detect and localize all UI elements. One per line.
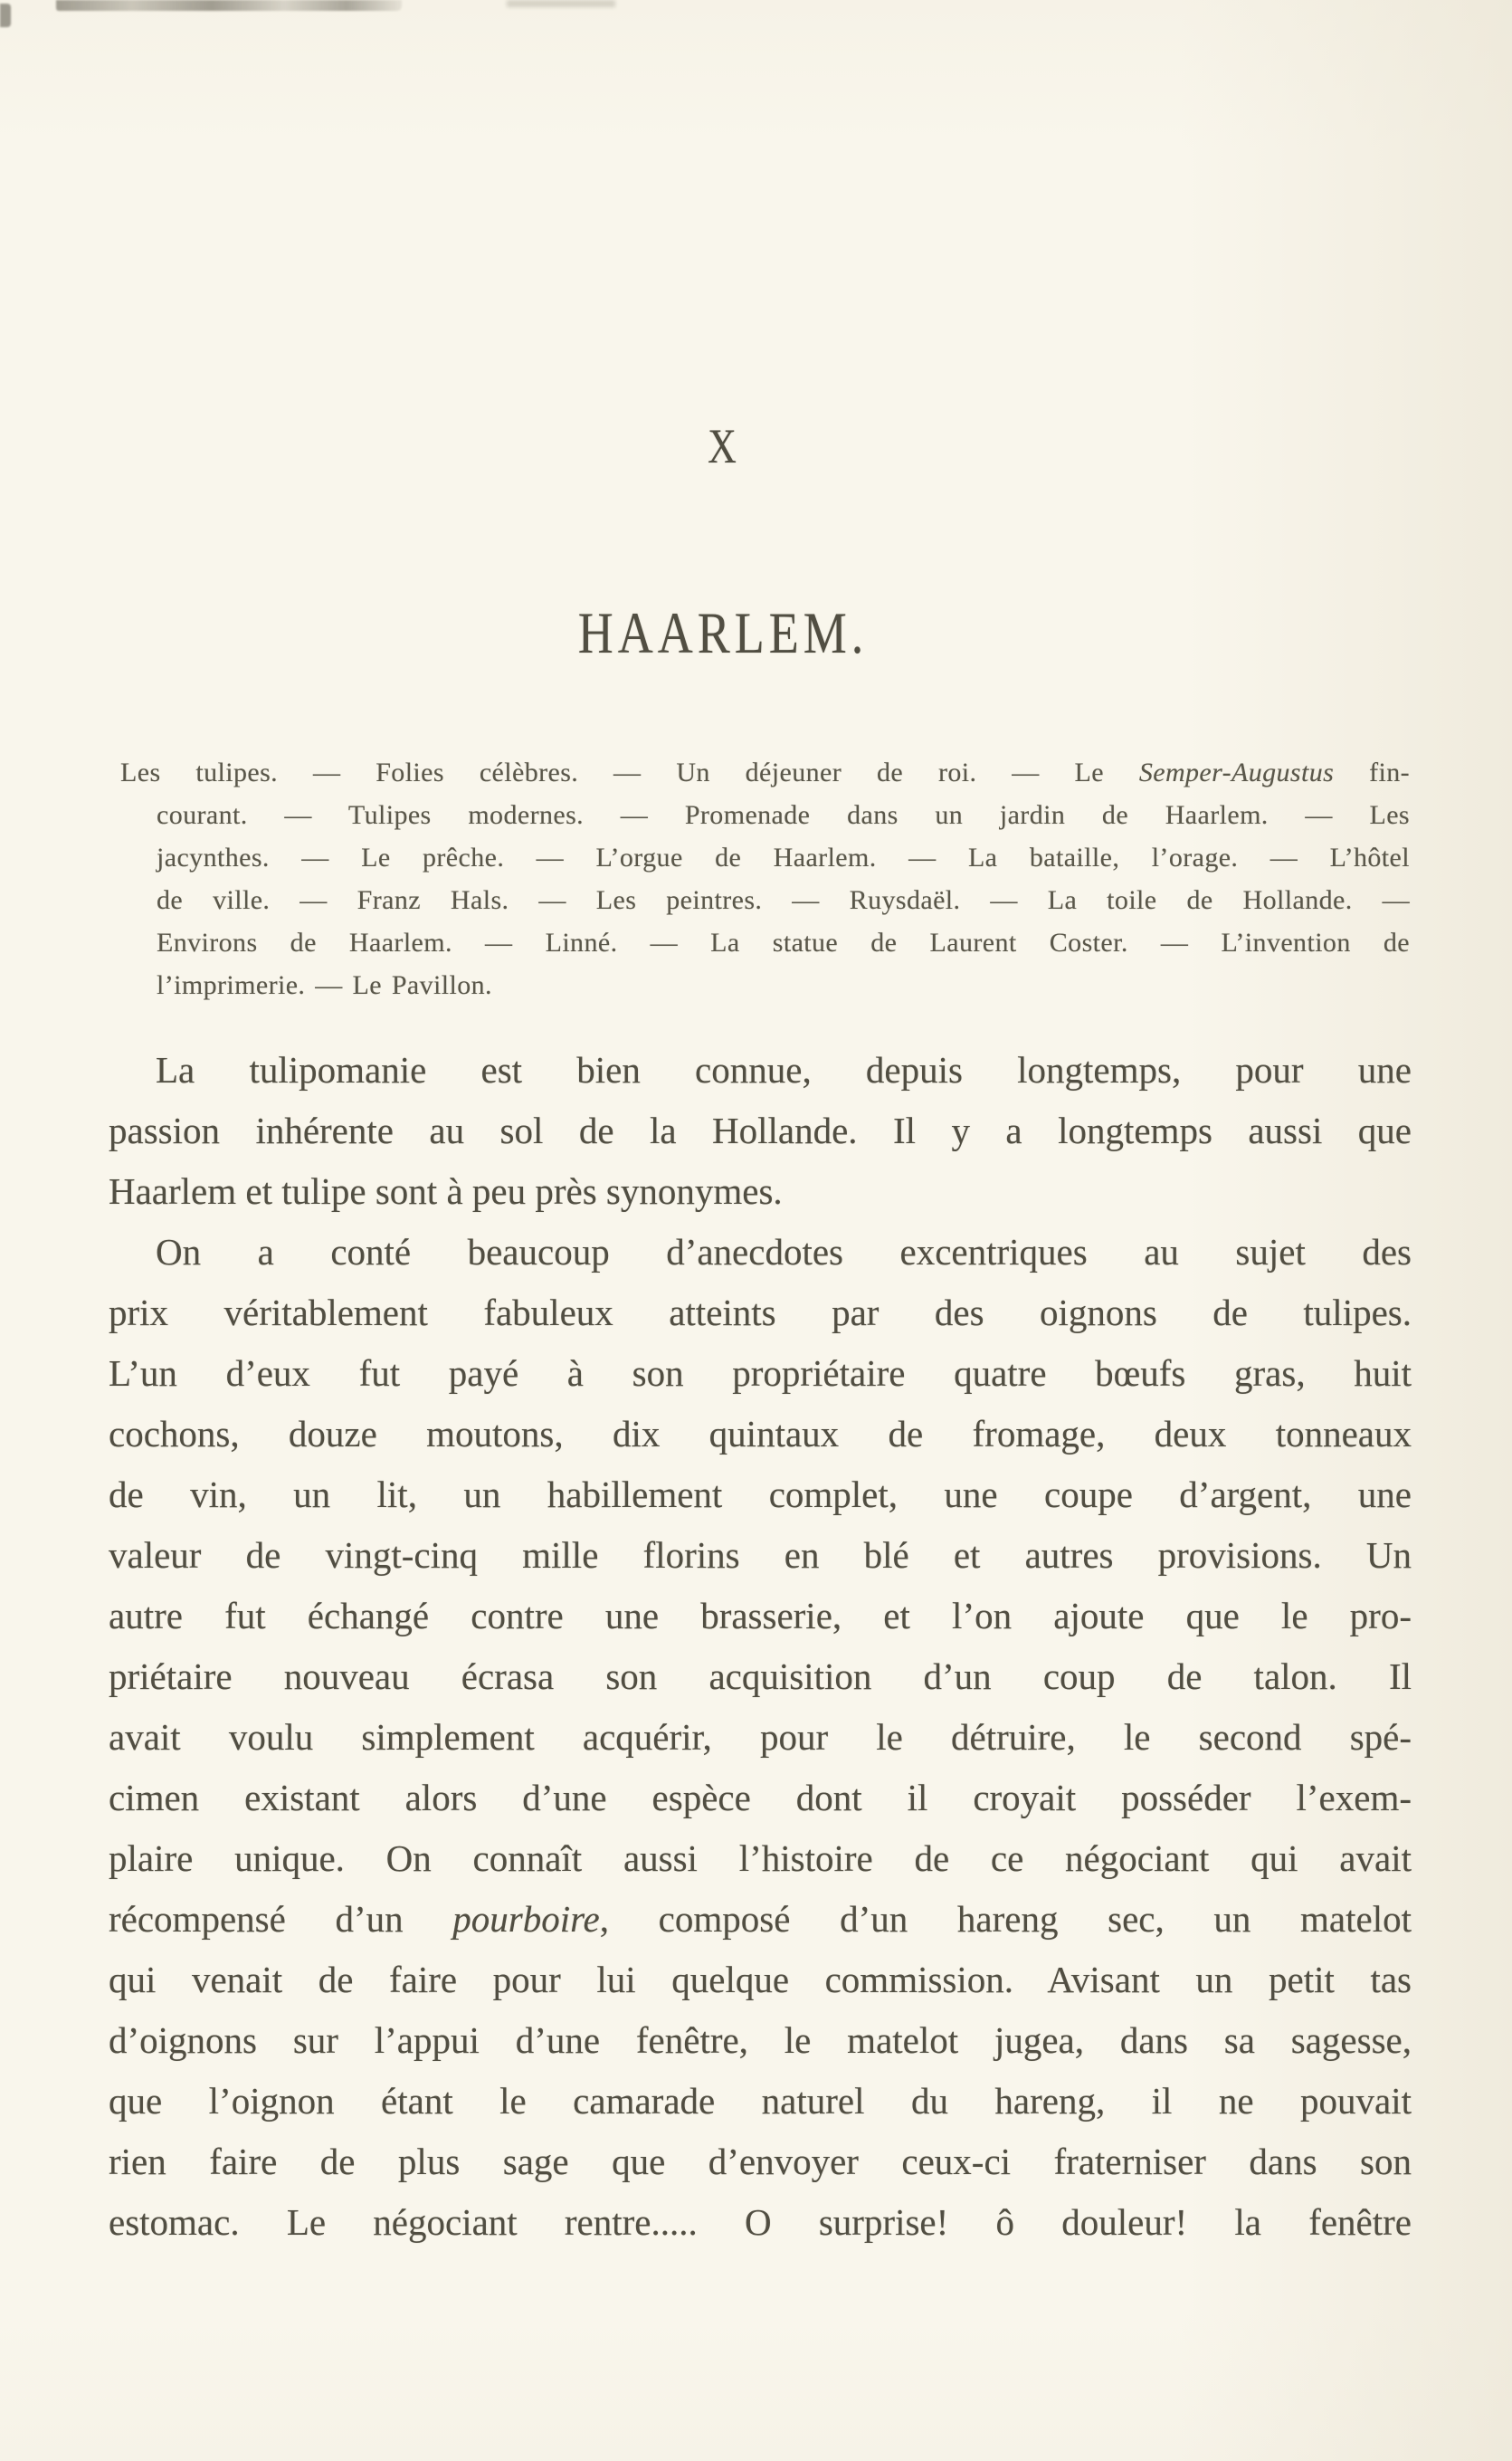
text-segment: Environs de Haarlem. — Linné. — La statue de Laurent Coster. — L’invention de	[157, 928, 1410, 958]
text-line	[109, 1464, 1412, 1525]
italic-text: Semper-Augustus	[1138, 758, 1335, 787]
text-line	[109, 2071, 1412, 2132]
text-segment: cochons, douze moutons, dix quintaux de fromage, deux tonneaux	[109, 1413, 1412, 1455]
text-segment: On a conté beaucoup d’anecdotes excentriques au sujet des	[156, 1231, 1412, 1273]
text-line	[109, 2132, 1412, 2192]
text-segment: de ville. — Franz Hals. — Les peintres. — Ruysdaël. — La toile de Hollande. —	[157, 885, 1410, 915]
text-segment: estomac. Le négociant rentre..... O surprise! ô douleur! la fenêtre	[109, 2201, 1412, 2243]
text-segment: avait voulu simplement acquérir, pour le détruire, le second spé-	[109, 1716, 1412, 1758]
text-line	[120, 964, 1410, 1006]
text-segment: récompensé d’un	[109, 1898, 453, 1940]
text-line	[109, 2192, 1412, 2253]
text-line	[120, 836, 1410, 879]
chapter-summary	[120, 751, 1410, 1006]
text-segment: rien faire de plus sage que d’envoyer ceux-ci fraterniser dans son	[109, 2141, 1412, 2182]
text-segment: L’un d’eux fut payé à son propriétaire quatre bœufs gras, huit	[109, 1352, 1412, 1394]
body-text	[109, 1040, 1412, 2253]
text-line	[120, 921, 1410, 964]
text-line	[109, 1768, 1412, 1828]
text-segment: prix véritablement fabuleux atteints par des oignons de tulipes.	[109, 1292, 1412, 1333]
text-segment: autre fut échangé contre une brasserie, et l’on ajoute que le pro-	[109, 1595, 1412, 1636]
chapter-number: X	[708, 419, 738, 473]
text-line	[109, 1343, 1412, 1404]
page-title: HAARLEM.	[577, 600, 869, 666]
text-segment: , composé d’un hareng sec, un matelot	[599, 1898, 1412, 1940]
text-line	[109, 1707, 1412, 1768]
text-segment: de vin, un lit, un habillement complet, une coupe d’argent, une	[109, 1474, 1412, 1515]
text-line	[120, 879, 1410, 921]
text-segment: valeur de vingt-cinq mille florins en blé et autres provisions. Un	[109, 1534, 1412, 1576]
text-line	[109, 1828, 1412, 1889]
text-line	[120, 751, 1410, 794]
text-line	[109, 1950, 1412, 2010]
text-segment: La tulipomanie est bien connue, depuis longtemps, pour une	[156, 1049, 1412, 1091]
text-line	[109, 1161, 1412, 1222]
text-line	[109, 1646, 1412, 1707]
text-segment: cimen existant alors d’une espèce dont il croyait posséder l’exem-	[109, 1777, 1412, 1818]
text-line	[109, 1889, 1412, 1950]
text-line	[120, 794, 1410, 836]
text-line	[109, 1040, 1412, 1101]
text-segment: passion inhérente au sol de la Hollande. Il y a longtemps aussi que	[109, 1110, 1412, 1151]
text-segment: Les tulipes. — Folies célèbres. — Un déjeuner de roi. — Le	[120, 758, 1139, 787]
text-line	[109, 1586, 1412, 1646]
scan-corner-artifact	[0, 4, 11, 27]
text-line	[109, 1101, 1412, 1161]
text-segment: que l’oignon étant le camarade naturel du hareng, il ne pouvait	[109, 2080, 1412, 2122]
italic-text: pourboire	[452, 1898, 600, 1940]
text-segment: courant. — Tulipes modernes. — Promenade dans un jardin de Haarlem. — Les	[157, 800, 1410, 830]
text-line	[109, 1222, 1412, 1283]
text-line	[109, 1283, 1412, 1343]
scan-edge-artifact	[56, 0, 402, 11]
text-segment: Haarlem et tulipe sont à peu près synonymes.	[109, 1170, 783, 1212]
text-line	[109, 1525, 1412, 1586]
text-segment: fin-	[1334, 758, 1411, 787]
text-line	[109, 2010, 1412, 2071]
text-segment: l’imprimerie. — Le Pavillon.	[157, 970, 492, 1000]
text-segment: jacynthes. — Le prêche. — L’orgue de Haarlem. — La bataille, l’orage. — L’hôtel	[157, 843, 1410, 873]
scan-speck-artifact	[507, 0, 615, 7]
text-line	[109, 1404, 1412, 1464]
text-segment: d’oignons sur l’appui d’une fenêtre, le matelot jugea, dans sa sagesse,	[109, 2019, 1412, 2061]
text-segment: priétaire nouveau écrasa son acquisition d’un coup de talon. Il	[109, 1655, 1412, 1697]
text-segment: qui venait de faire pour lui quelque commission. Avisant un petit tas	[109, 1959, 1412, 2000]
text-segment: plaire unique. On connaît aussi l’histoire de ce négociant qui avait	[109, 1837, 1412, 1879]
